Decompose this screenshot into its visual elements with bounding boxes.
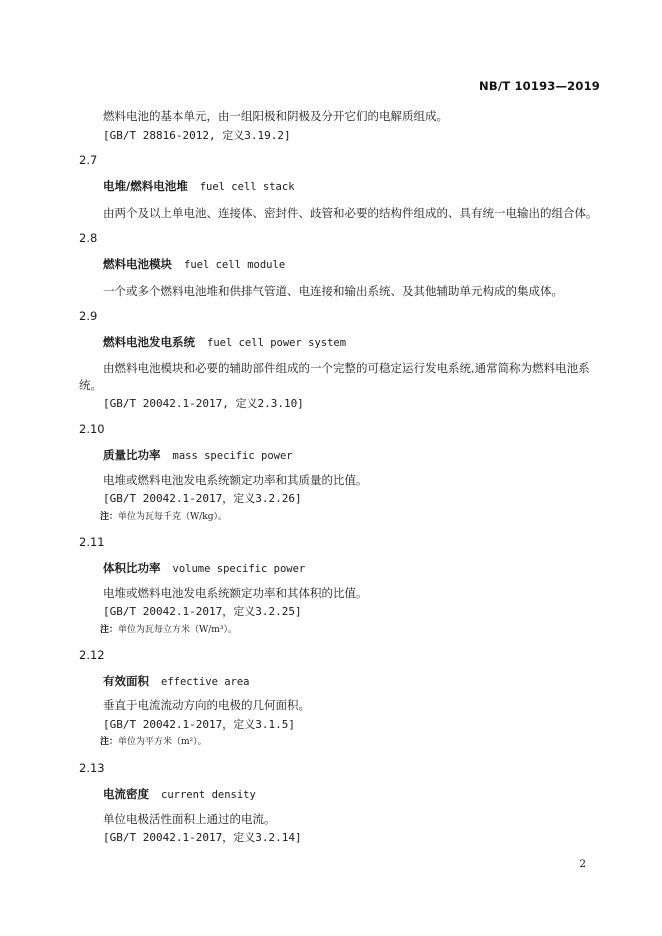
term-zh: 质量比功率 xyxy=(103,448,161,462)
entry-number: 2.13 xyxy=(79,761,105,775)
term-en: fuel cell power system xyxy=(207,337,347,349)
term-zh: 电堆/燃料电池堆 xyxy=(103,179,188,193)
entry-number: 2.12 xyxy=(79,648,105,662)
entry-term xyxy=(103,178,295,194)
entry-reference: [GB/T 20042.1-2017, 定义2.3.10] xyxy=(103,397,304,410)
entry-definition: 电堆或燃料电池发电系统额定功率和其体积的比值。 xyxy=(103,586,368,600)
entry-definition: 电堆或燃料电池发电系统额定功率和其质量的比值。 xyxy=(103,473,368,487)
term-zh: 体积比功率 xyxy=(103,561,161,575)
entry-note xyxy=(100,622,237,635)
term-en: fuel cell stack xyxy=(199,181,295,193)
entry-term xyxy=(103,786,256,802)
entry-definition-line-2: 统。 xyxy=(79,378,102,392)
entry-reference: [GB/T 20042.1-2017，定义3.1.5] xyxy=(103,718,295,731)
term-zh: 电流密度 xyxy=(103,787,149,801)
entry-number: 2.9 xyxy=(79,309,98,323)
entry-number: 2.10 xyxy=(79,422,105,436)
entry-reference: [GB/T 20042.1-2017，定义3.2.14] xyxy=(103,831,302,844)
intro-definition: 燃料电池的基本单元，由一组阳极和阴极及分开它们的电解质组成。 xyxy=(103,109,448,123)
term-zh: 有效面积 xyxy=(103,674,149,688)
entry-definition: 垂直于电流流动方向的电极的几何面积。 xyxy=(103,698,310,712)
entry-note xyxy=(100,509,227,522)
term-en: fuel cell module xyxy=(184,259,286,271)
entry-definition: 单位电极活性面积上通过的电流。 xyxy=(103,812,276,826)
entry-number: 2.11 xyxy=(79,535,105,549)
entry-definition-line-1: 由燃料电池模块和必要的辅助部件组成的一个完整的可稳定运行发电系统,通常简称为燃料电池系 xyxy=(103,361,590,375)
entry-number: 2.7 xyxy=(79,153,98,167)
note-label: 注： xyxy=(100,625,119,635)
term-zh: 燃料电池发电系统 xyxy=(103,335,195,349)
entry-reference: [GB/T 20042.1-2017，定义3.2.26] xyxy=(103,492,302,505)
entry-definition: 由两个及以上单电池、连接体、密封件、歧管和必要的结构件组成的、具有统一电输出的组合体。 xyxy=(103,206,598,220)
entry-term xyxy=(103,447,293,463)
page-number: 2 xyxy=(579,858,586,870)
entry-term xyxy=(103,673,250,689)
note-text: 单位为平方米（m²）。 xyxy=(118,737,207,747)
entry-reference: [GB/T 20042.1-2017，定义3.2.25] xyxy=(103,605,302,618)
entry-term xyxy=(103,560,305,576)
intro-reference: [GB/T 28816-2012, 定义3.19.2] xyxy=(103,129,291,142)
term-en: volume specific power xyxy=(172,563,306,575)
term-en: effective area xyxy=(161,676,250,688)
note-label: 注： xyxy=(100,512,119,522)
note-text: 单位为瓦每千克（W/kg）。 xyxy=(118,512,228,522)
entry-note xyxy=(100,734,207,747)
term-en: mass specific power xyxy=(172,450,293,462)
doc-code-header: NB/T 10193—2019 xyxy=(479,79,600,93)
note-label: 注： xyxy=(100,737,119,747)
entry-term xyxy=(103,256,285,272)
term-zh: 燃料电池模块 xyxy=(103,257,172,271)
entry-number: 2.8 xyxy=(79,231,98,245)
entry-definition: 一个或多个燃料电池堆和供排气管道、电连接和输出系统、及其他辅助单元构成的集成体。 xyxy=(103,284,563,298)
entry-term xyxy=(103,334,346,350)
term-en: current density xyxy=(161,789,256,801)
note-text: 单位为瓦每立方米（W/m³）。 xyxy=(118,625,237,635)
